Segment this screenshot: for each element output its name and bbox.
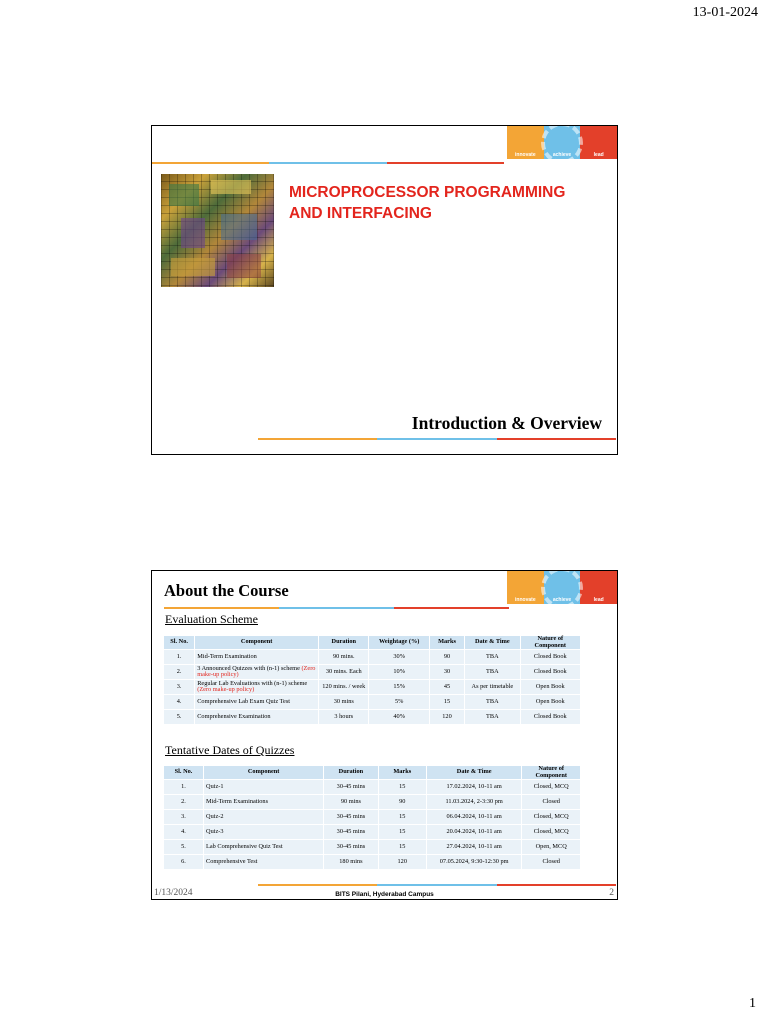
col-header: Duration (324, 766, 377, 779)
cell-weightage: 15% (369, 680, 428, 694)
cell-sl-no: 6. (164, 855, 203, 869)
cell-component: Quiz-2 (204, 810, 323, 824)
cell-sl-no: 4. (164, 695, 194, 709)
cell-sl-no: 5. (164, 710, 194, 724)
cell-duration: 30 mins. Each (319, 665, 368, 679)
quiz-dates-table (163, 765, 581, 870)
col-header: Nature of Component (521, 636, 580, 649)
table-row (164, 650, 580, 664)
slide-title (151, 125, 618, 455)
cell-weightage: 5% (369, 695, 428, 709)
cell-component: Comprehensive Test (204, 855, 323, 869)
cell-duration: 90 mins. (319, 650, 368, 664)
cell-nature: Closed, MCQ (522, 780, 580, 794)
cell-date: 17.02.2024, 10-11 am (427, 780, 522, 794)
table-row (164, 810, 580, 824)
evaluation-table (163, 635, 581, 725)
col-header: Sl. No. (164, 636, 194, 649)
col-header: Date & Time (465, 636, 519, 649)
table-row (164, 855, 580, 869)
page-number: 1 (749, 996, 756, 1011)
cell-marks: 120 (430, 710, 464, 724)
cell-marks: 15 (430, 695, 464, 709)
cell-nature: Closed, MCQ (522, 810, 580, 824)
cell-component: Mid-Term Examination (195, 650, 318, 664)
cell-sl-no: 4. (164, 825, 203, 839)
slide-footer-campus: BITS Pilani, Hyderabad Campus (335, 891, 434, 898)
cell-weightage: 30% (369, 650, 428, 664)
col-header: Marks (430, 636, 464, 649)
col-header: Marks (379, 766, 426, 779)
microprocessor-die-image (161, 174, 274, 287)
cell-sl-no: 2. (164, 665, 194, 679)
cell-sl-no: 3. (164, 810, 203, 824)
brand-label-lead: lead (593, 152, 604, 158)
slide-about-course (151, 570, 618, 900)
table-row (164, 780, 580, 794)
cell-date: TBA (465, 710, 519, 724)
cell-date: 27.04.2024, 10-11 am (427, 840, 522, 854)
slide-number: 2 (609, 888, 614, 898)
cell-duration: 30-45 mins (324, 840, 377, 854)
brand-label-achieve: achieve (552, 152, 572, 158)
slide-title-text (289, 182, 565, 224)
cell-marks: 15 (379, 825, 426, 839)
cell-sl-no: 3. (164, 680, 194, 694)
cell-date: 07.05.2024, 9:30-12:30 pm (427, 855, 522, 869)
cell-marks: 90 (430, 650, 464, 664)
col-header: Weightage (%) (369, 636, 428, 649)
title-line-1: MICROPROCESSOR PROGRAMMING (289, 184, 566, 201)
cell-component: Lab Comprehensive Quiz Test (204, 840, 323, 854)
table-row (164, 680, 580, 694)
table-header-row (164, 636, 580, 649)
cell-duration: 30-45 mins (324, 780, 377, 794)
table-row (164, 840, 580, 854)
cell-date: As per timetable (465, 680, 519, 694)
table-row (164, 710, 580, 724)
brand-label-innovate: innovate (515, 152, 536, 158)
cell-component: 3 Announced Quizzes with (n-1) scheme (Zero make-up policy) (195, 665, 318, 679)
col-header: Component (195, 636, 318, 649)
slide-footer-date: 1/13/2024 (154, 888, 193, 898)
cell-nature: Closed (522, 795, 580, 809)
cell-duration: 180 mins (324, 855, 377, 869)
cell-duration: 3 hours (319, 710, 368, 724)
cell-component: Quiz-1 (204, 780, 323, 794)
cell-nature: Open Book (521, 695, 580, 709)
cell-duration: 90 mins (324, 795, 377, 809)
cell-component: Regular Lab Evaluations with (n-1) scheme (Zero make-up policy) (195, 680, 318, 694)
header-divider (164, 607, 509, 609)
brand-label-lead: lead (593, 597, 604, 603)
table-header-row (164, 766, 580, 779)
zero-makeup-note: (Zero make-up policy) (197, 664, 316, 678)
brand-label-innovate: innovate (515, 597, 536, 603)
slide-subtitle: Introduction & Overview (411, 413, 602, 433)
table-row (164, 695, 580, 709)
cell-nature: Closed Book (521, 650, 580, 664)
cell-nature: Closed Book (521, 665, 580, 679)
title-line-2: AND INTERFACING (289, 205, 432, 222)
footer-divider (258, 438, 616, 440)
slide-title: About the Course (164, 581, 289, 600)
cell-nature: Closed (522, 855, 580, 869)
cell-duration: 30-45 mins (324, 810, 377, 824)
col-header: Sl. No. (164, 766, 203, 779)
cell-date: 20.04.2024, 10-11 am (427, 825, 522, 839)
cell-component: Comprehensive Lab Exam Quiz Test (195, 695, 318, 709)
cell-date: 11.03.2024, 2-3:30 pm (427, 795, 522, 809)
cell-duration: 30-45 mins (324, 825, 377, 839)
table-row (164, 825, 580, 839)
cell-component: Mid-Term Examinations (204, 795, 323, 809)
cell-duration: 30 mins (319, 695, 368, 709)
col-header: Date & Time (427, 766, 522, 779)
cell-sl-no: 1. (164, 780, 203, 794)
cell-nature: Open, MCQ (522, 840, 580, 854)
brand-label-achieve: achieve (552, 597, 572, 603)
cell-nature: Closed Book (521, 710, 580, 724)
col-header: Duration (319, 636, 368, 649)
brand-strip (507, 126, 617, 159)
footer-divider (258, 884, 616, 886)
header-divider (152, 162, 504, 164)
cell-sl-no: 5. (164, 840, 203, 854)
cell-marks: 30 (430, 665, 464, 679)
cell-marks: 15 (379, 780, 426, 794)
cell-date: 06.04.2024, 10-11 am (427, 810, 522, 824)
cell-date: TBA (465, 650, 519, 664)
section-heading-quizzes: Tentative Dates of Quizzes (165, 743, 295, 757)
table-row (164, 795, 580, 809)
zero-makeup-note: (Zero make-up policy) (197, 686, 255, 693)
col-header: Nature of Component (522, 766, 580, 779)
cell-nature: Open Book (521, 680, 580, 694)
cell-component: Quiz-3 (204, 825, 323, 839)
cell-marks: 90 (379, 795, 426, 809)
cell-date: TBA (465, 665, 519, 679)
page-date: 13-01-2024 (692, 5, 758, 20)
cell-nature: Closed, MCQ (522, 825, 580, 839)
cell-marks: 15 (379, 810, 426, 824)
cell-marks: 120 (379, 855, 426, 869)
cell-marks: 45 (430, 680, 464, 694)
cell-weightage: 10% (369, 665, 428, 679)
cell-weightage: 40% (369, 710, 428, 724)
cell-component: Comprehensive Examination (195, 710, 318, 724)
col-header: Component (204, 766, 323, 779)
section-heading-evaluation: Evaluation Scheme (165, 612, 258, 626)
cell-date: TBA (465, 695, 519, 709)
table-row (164, 665, 580, 679)
cell-sl-no: 2. (164, 795, 203, 809)
cell-duration: 120 mins. / week (319, 680, 368, 694)
brand-strip (507, 571, 617, 604)
cell-marks: 15 (379, 840, 426, 854)
cell-sl-no: 1. (164, 650, 194, 664)
